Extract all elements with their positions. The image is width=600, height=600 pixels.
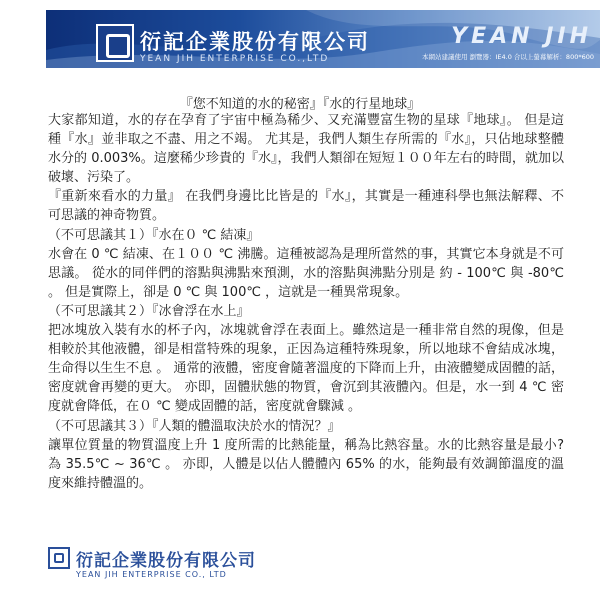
- paragraph: 水會在 0 ℃ 結凍、在１００ ℃ 沸騰。這種被認為是理所當然的事，其實它本身就是不可思議。 從水的同伴們的溶點與沸點來預測，水的溶點與沸點分別是 約 - 100℃ 與 -80℃ 。 但是實際上，卻是 0 ℃ 與 100℃ ，這就是一種異常現象。: [48, 246, 564, 300]
- footer-logo: [46, 543, 256, 591]
- company-name-en: YEAN JIH ENTERPRISE CO.,LTD: [140, 54, 330, 64]
- paragraph: 把冰塊放入裝有水的杯子內，冰塊就會浮在表面上。雖然這是一種非常自然的現像，但是相較於其他液體，卻是相當特殊的現象，正因為這種特殊現象，所以地球不會結成冰塊，生命得以生生不息 。 通常的液體，密度會隨著溫度的下降而上升，由液體變成固體的話，密度就會再變的更大。 亦即，固體狀態的物質，會沉到其液體內。但是，水一到 4 ℃ 密度就會降低，在０ ℃ 變成固體的話，密度就會驟減 。: [48, 323, 564, 415]
- company-logo-icon: [96, 24, 134, 62]
- paragraph: 『重新來看水的力量』 在我們身邊比比皆是的『水』，其實是一種連科學也無法解釋、不可思議的神奇物質。: [48, 189, 564, 224]
- article-title: 『您不知道的水的秘密』『水的行星地球』: [179, 97, 421, 112]
- section-heading: （不可思議其２）『冰會浮在水上』: [48, 303, 250, 319]
- brand-wordmark: YEAN JIH: [451, 24, 592, 49]
- section-heading: （不可思議其３）『人類的體溫取決於水的情況？』: [48, 418, 341, 434]
- article-body: [48, 111, 564, 493]
- browser-tagline: 本網站建議使用 瀏覽器：IE4.0 合以上螢幕解析：800*600: [421, 53, 594, 61]
- header-banner: [46, 10, 600, 68]
- footer-company-cn: 衍記企業股份有限公司: [76, 551, 256, 571]
- footer-logo-icon: [48, 547, 70, 569]
- footer-company-en: YEAN JIH ENTERPRISE CO., LTD: [76, 570, 227, 579]
- paragraph: 大家都知道，水的存在孕育了宇宙中極為稀少、又充滿豐富生物的星球『地球』。 但是這種『水』並非取之不盡、用之不竭。 尤其是，我們人類生存所需的『水』，只佔地球整體水分的 0.003%。這麼稀少珍貴的『水』，我們人類卻在短短１００年左右的時間，就加以破壞、污染了。: [48, 113, 564, 186]
- paragraph: 讓單位質量的物質溫度上升 1 度所需的比熱能量，稱為比熱容量。水的比熱容量是最小? 為 35.5℃ ~ 36℃ 。 亦即，人體是以佔人體體內 65% 的水，能夠最有效調節溫度的溫度來維持體溫的。: [48, 437, 564, 491]
- company-name-cn: 衍記企業股份有限公司: [140, 30, 370, 54]
- section-heading: （不可思議其１）『水在０ ℃ 結凍』: [48, 227, 260, 243]
